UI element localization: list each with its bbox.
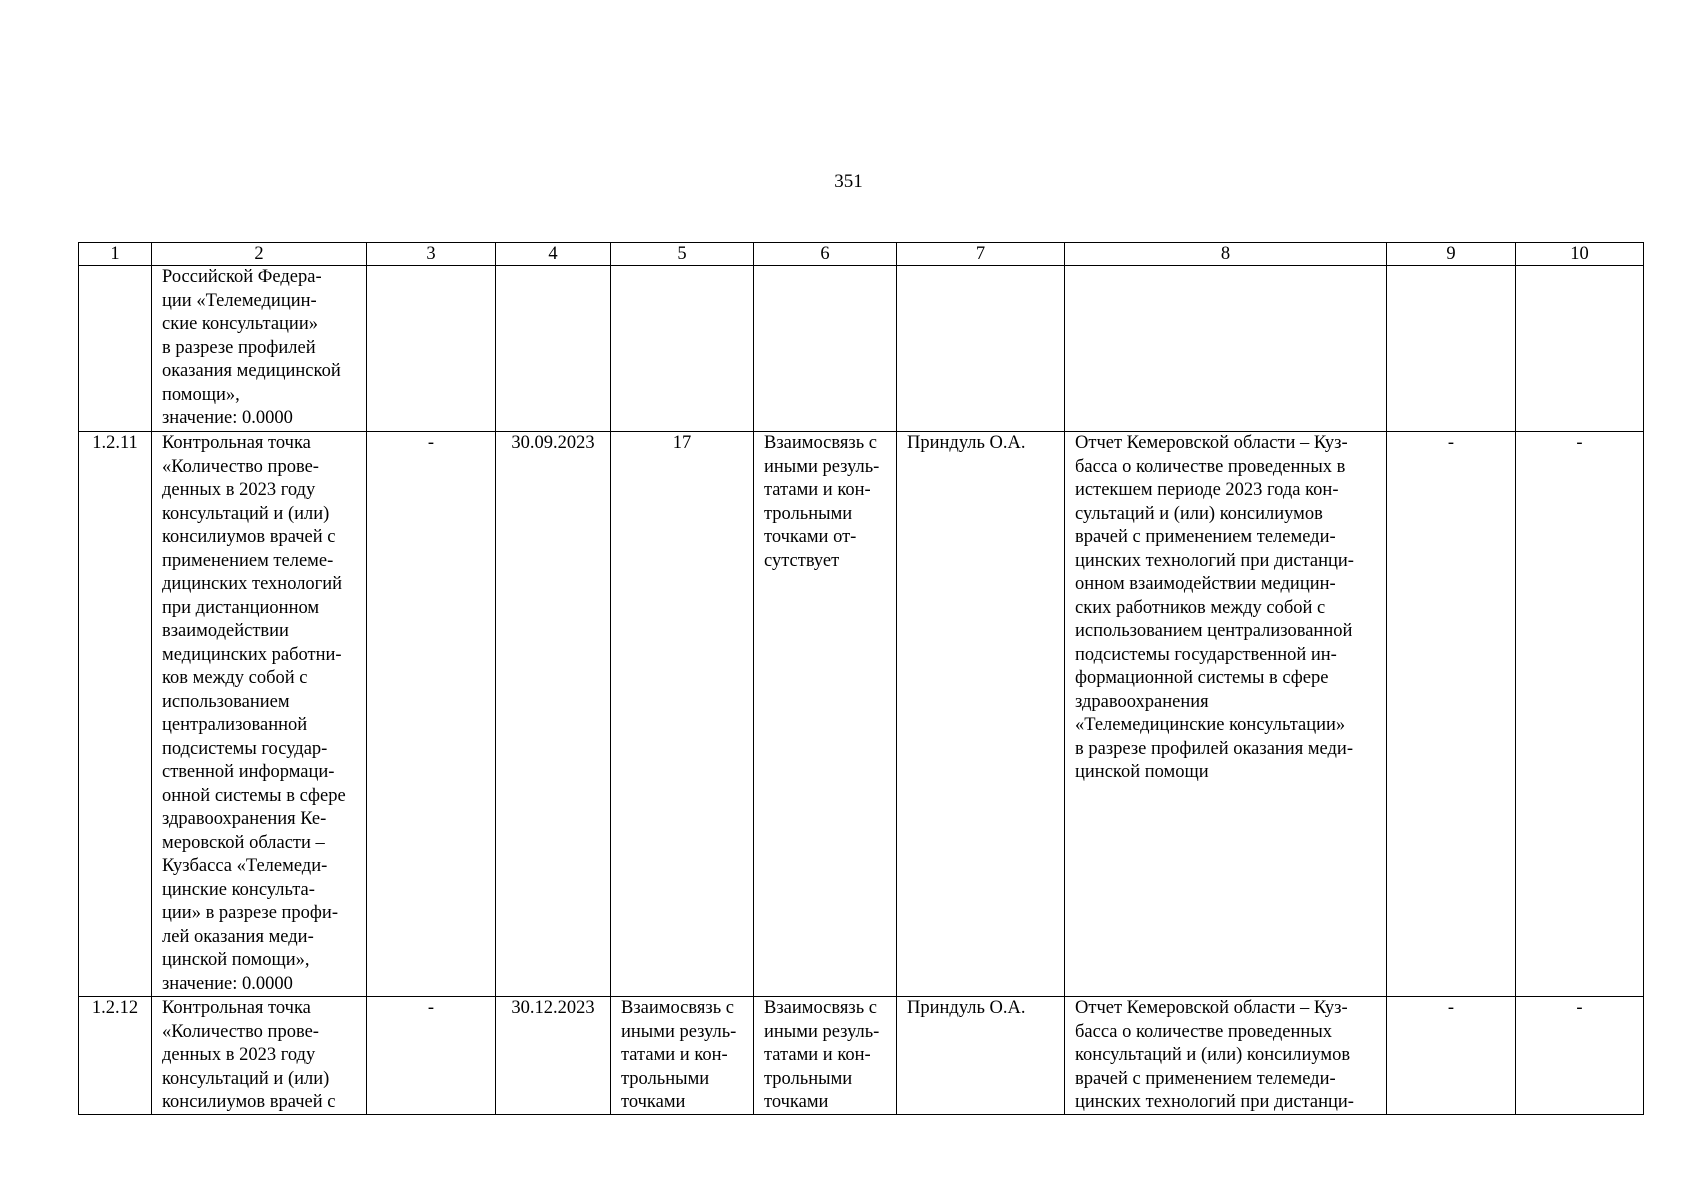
- predecessor-text: Взаимосвязь с иными резуль- татами и кон- трольными точками: [621, 998, 737, 1112]
- column-10-cell: -: [1516, 432, 1644, 997]
- column-10-cell: [1516, 997, 1644, 1115]
- predecessor-cell: [611, 266, 754, 432]
- responsible-cell: [897, 266, 1065, 432]
- column-9-cell: -: [1387, 432, 1516, 997]
- predecessor-cell: 17: [611, 432, 754, 997]
- column-number-2: 2: [152, 243, 367, 266]
- description-text: Контрольная точка «Количество прове- денных в 2023 году консультаций и (или) консилиумов врачей с: [162, 998, 336, 1112]
- column-9-cell: [1387, 266, 1516, 432]
- end-date-cell: 30.09.2023: [496, 432, 611, 997]
- column-number-8: 8: [1065, 243, 1387, 266]
- column-9-text: -: [1447, 998, 1455, 1018]
- end-date-text: 30.12.2023: [511, 998, 595, 1018]
- column-number-6: 6: [754, 243, 897, 266]
- start-date-cell: [367, 997, 496, 1115]
- column-9-cell: [1387, 997, 1516, 1115]
- responsible-text: Приндуль О.А.: [907, 998, 1026, 1018]
- document-table: [78, 242, 1644, 1115]
- row-number-cell: [79, 997, 152, 1115]
- successor-cell: [754, 266, 897, 432]
- successor-cell: Взаимосвязь с иными резуль- татами и кон- трольными точками от- сутствует: [754, 432, 897, 997]
- document-cell: [1065, 266, 1387, 432]
- table-header-row: [79, 243, 1644, 266]
- document-cell: [1065, 997, 1387, 1115]
- end-date-cell: [496, 266, 611, 432]
- end-date-cell: [496, 997, 611, 1115]
- start-date-text: -: [427, 998, 435, 1018]
- column-number-1: 1: [79, 243, 152, 266]
- column-number-5: 5: [611, 243, 754, 266]
- responsible-cell: Приндуль О.А.: [897, 432, 1065, 997]
- document-cell: Отчет Кемеровской области – Куз- басса о количестве проведенных в истекшем периоде 2023 года кон- сультаций и (или) консилиумов врачей с применением телемеди- цинских технологий при дистанци- онном взаимодействии медицин- ских работников между собой с использованием централизованной подсистемы государственной ин- формационной системы в сфере здравоохранения «Телемедицинские консультации» в разрезе профилей оказания меди- цинской помощи: [1065, 432, 1387, 997]
- column-10-cell: [1516, 266, 1644, 432]
- table-row: [79, 432, 1644, 997]
- column-number-9: 9: [1387, 243, 1516, 266]
- column-number-4: 4: [496, 243, 611, 266]
- predecessor-cell: [611, 997, 754, 1115]
- table-row: [79, 997, 1644, 1115]
- column-number-10: 10: [1516, 243, 1644, 266]
- row-number-cell: [79, 266, 152, 432]
- start-date-cell: [367, 266, 496, 432]
- description-cell: [152, 997, 367, 1115]
- description-cell: Российской Федера- ции «Телемедицин- ские консультации» в разрезе профилей оказания медицинской помощи», значение: 0.0000: [152, 266, 367, 432]
- row-number-cell: 1.2.11: [79, 432, 152, 997]
- column-number-7: 7: [897, 243, 1065, 266]
- description-cell: Контрольная точка «Количество прове- денных в 2023 году консультаций и (или) консилиумов врачей с применением телеме- дицинских технологий при дистанционном взаимодействии медицинских работни- ков между собой с использованием централизованной подсистемы государ- ственной информаци- онной системы в сфере здравоохранения Ке- меровской области – Кузбасса «Телемеди- цинские консульта- ции» в разрезе профи- лей оказания меди- цинской помощи», значение: 0.0000: [152, 432, 367, 997]
- column-number-3: 3: [367, 243, 496, 266]
- successor-text: Взаимосвязь с иными резуль- татами и кон- трольными точками: [764, 998, 880, 1112]
- responsible-cell: [897, 997, 1065, 1115]
- row-number-text: 1.2.12: [91, 998, 139, 1018]
- successor-cell: [754, 997, 897, 1115]
- document-text: Отчет Кемеровской области – Куз- басса о количестве проведенных консультаций и (или) консилиумов врачей с применением телемеди- цинских технологий при дистанци-: [1075, 998, 1354, 1112]
- page-number: 351: [834, 171, 863, 192]
- start-date-cell: -: [367, 432, 496, 997]
- table-row: [79, 266, 1644, 432]
- column-10-text: -: [1576, 998, 1583, 1018]
